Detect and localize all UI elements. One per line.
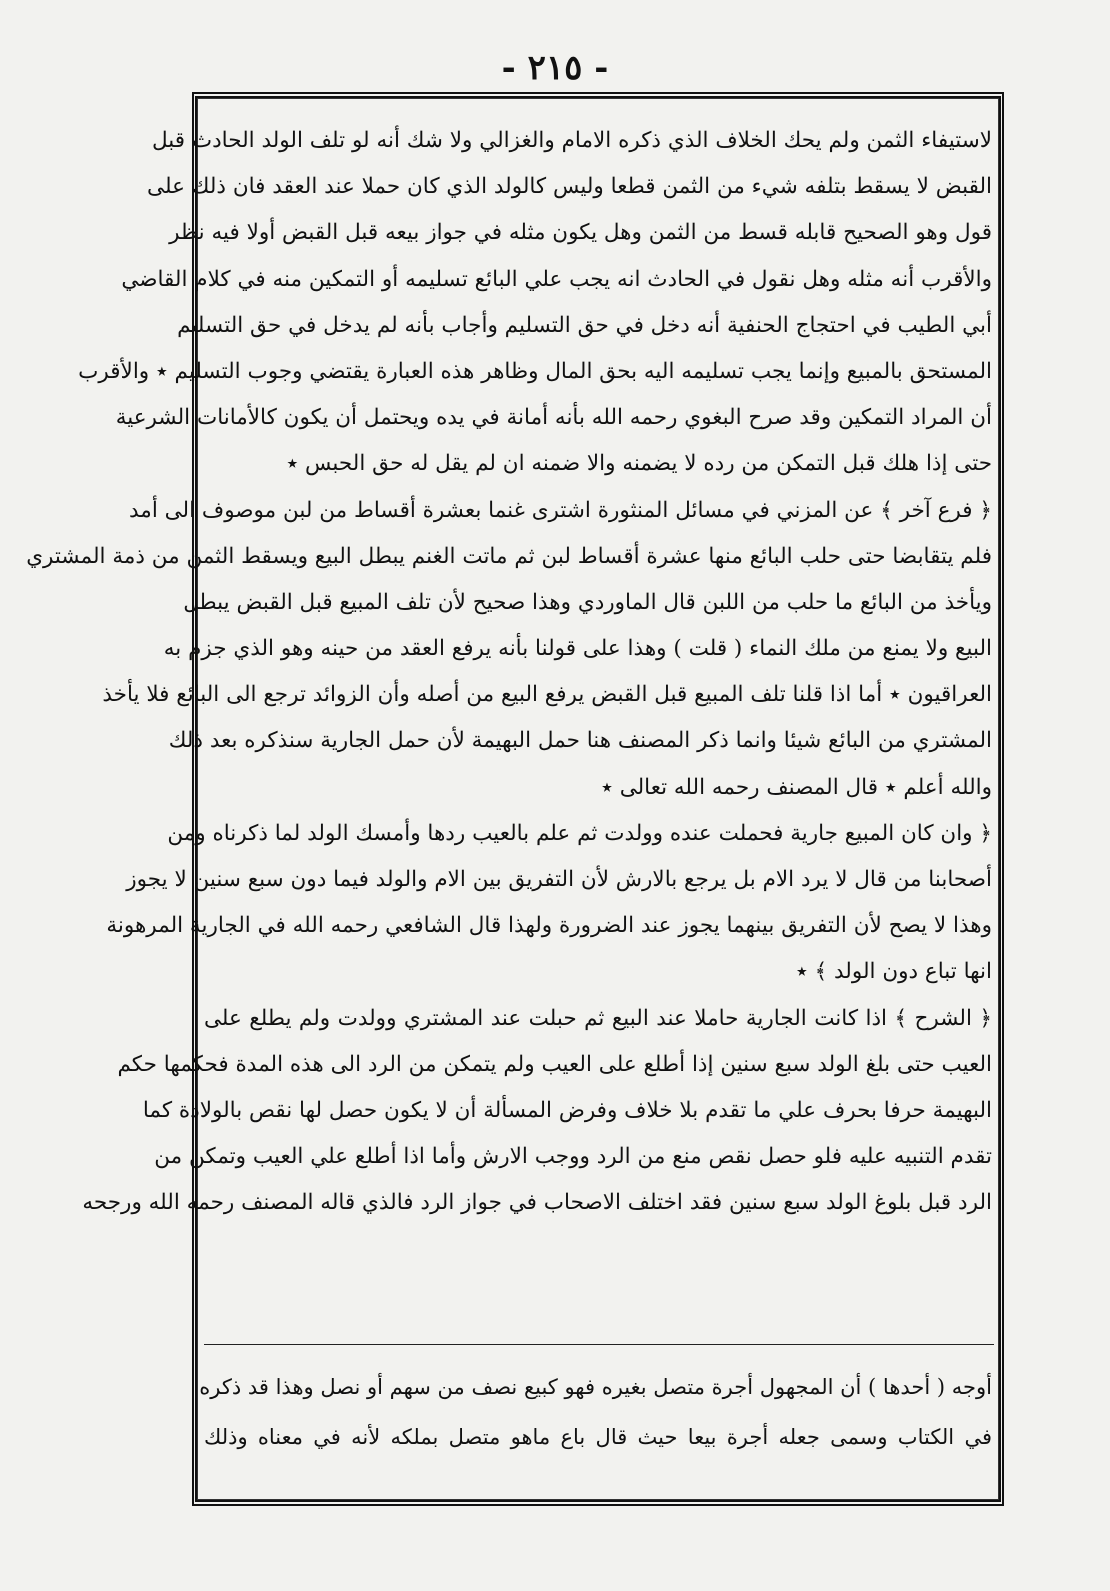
text-line: وهذا لا يصح لأن التفريق بينهما يجوز عند الضرورة ولهذا قال الشافعي رحمه الله في الجارية المرهونة [106,913,992,939]
footnote-divider [204,1344,994,1345]
footnote-line: في الكتاب وسمى جعله أجرة بيعا حيث قال باع ماهو متصل بملكه لأنه في معناه وذلك [204,1425,992,1449]
text-line: ﴿ وان كان المبيع جارية فحملت عنده وولدت ثم علم بالعيب ردها وأمسك الولد لما ذكرناه ومن [167,820,992,846]
text-line: والله أعلم ٭ قال المصنف رحمه الله تعالى ٭ [601,774,992,800]
text-line: انها تباع دون الولد ﴾ ٭ [796,959,992,985]
text-line: فلم يتقابضا حتى حلب البائع منها عشرة أقساط لبن ثم ماتت الغنم يبطل البيع ويسقط الثمن من ذمة المشتري [26,543,992,569]
text-line: ﴿ فرع آخر ﴾ عن المزني في مسائل المنثورة اشترى غنما بعشرة أقساط من لبن موصوف الى أمد [129,497,992,523]
text-line: البهيمة حرفا بحرف علي ما تقدم بلا خلاف وفرض المسألة أن لا يكون حصل لها نقص بالولادة كما [142,1097,992,1123]
text-line: أن المراد التمكين وقد صرح البغوي رحمه الله بأنه أمانة في يده ويحتمل أن يكون كالأمانات الشرعية [115,405,992,431]
text-line: حتى إذا هلك قبل التمكن من رده لا يضمنه والا ضمنه ان لم يقل له حق الحبس ٭ [286,451,992,477]
text-line: أبي الطيب في احتجاج الحنفية أنه دخل في حق التسليم وأجاب بأنه لم يدخل في حق التسليم [177,312,992,338]
text-line: لاستيفاء الثمن ولم يحك الخلاف الذي ذكره الامام والغزالي ولا شك أنه لو تلف الولد الحادث قبل [151,128,992,153]
text-line: العيب حتى بلغ الولد سبع سنين إذا أطلع على العيب ولم يتمكن من الرد الى هذه المدة فحكمها حكم [117,1051,992,1077]
text-line: العراقيون ٭ أما اذا قلنا تلف المبيع قبل القبض يرفع البيع من أصله وأن الزوائد ترجع الى البائع فلا يأخذ [102,682,992,708]
text-line: ﴿ الشرح ﴾ اذا كانت الجارية حاملا عند البيع ثم حبلت عند المشتري وولدت ولم يطلع على [204,1005,992,1031]
footnote-line: أوجه ( أحدها ) أن المجهول أجرة متصل بغيره فهو كبيع نصف من سهم أو نصل وهذا قد ذكره [199,1375,992,1399]
text-line: أصحابنا من قال لا يرد الام بل يرجع بالارش لأن التفريق بين الام والولد فيما دون سبع سنين لا يجوز [126,867,992,892]
footnote-text-block [196,1362,1000,1462]
text-line: الرد قبل بلوغ الولد سبع سنين فقد اختلف الاصحاب في جواز الرد فالذي قاله المصنف رحمه الله ورجحه [82,1190,992,1216]
text-line: البيع ولا يمنع من ملك النماء ( قلت ) وهذا على قولنا بأنه يرفع العقد من حينه وهو الذي جزم به [163,636,992,662]
text-line: والأقرب أنه مثله وهل نقول في الحادث انه يجب علي البائع تسليمه أو التمكين منه في كلام القاضي [121,266,992,292]
text-line: القبض لا يسقط بتلفه شيء من الثمن قطعا وليس كالولد الذي كان حملا عند العقد فان ذلك على [147,174,992,200]
page-number: - ٢١٥ - [501,48,609,88]
text-line: ويأخذ من البائع ما حلب من اللبن قال الماوردي وهذا صحيح لأن تلف المبيع قبل القبض يبطل [183,589,992,615]
text-line: المستحق بالمبيع وإنما يجب تسليمه اليه بحق المال وظاهر هذه العبارة يقتضي وجوب التسليم ٭ والأقرب [78,358,992,384]
text-line: تقدم التنبيه عليه فلو حصل نقص منع من الرد ووجب الارش وأما اذا أطلع علي العيب وتمكن من [154,1144,992,1170]
text-line: المشتري من البائع شيئا وانما ذكر المصنف هنا حمل البهيمة لأن حمل الجارية سنذكره بعد ذلك [168,728,992,754]
text-line: قول وهو الصحيح قابله قسط من الثمن وهل يكون مثله في جواز بيعه قبل القبض أولا فيه نظر [169,220,992,246]
main-text-block [26,118,1000,1227]
